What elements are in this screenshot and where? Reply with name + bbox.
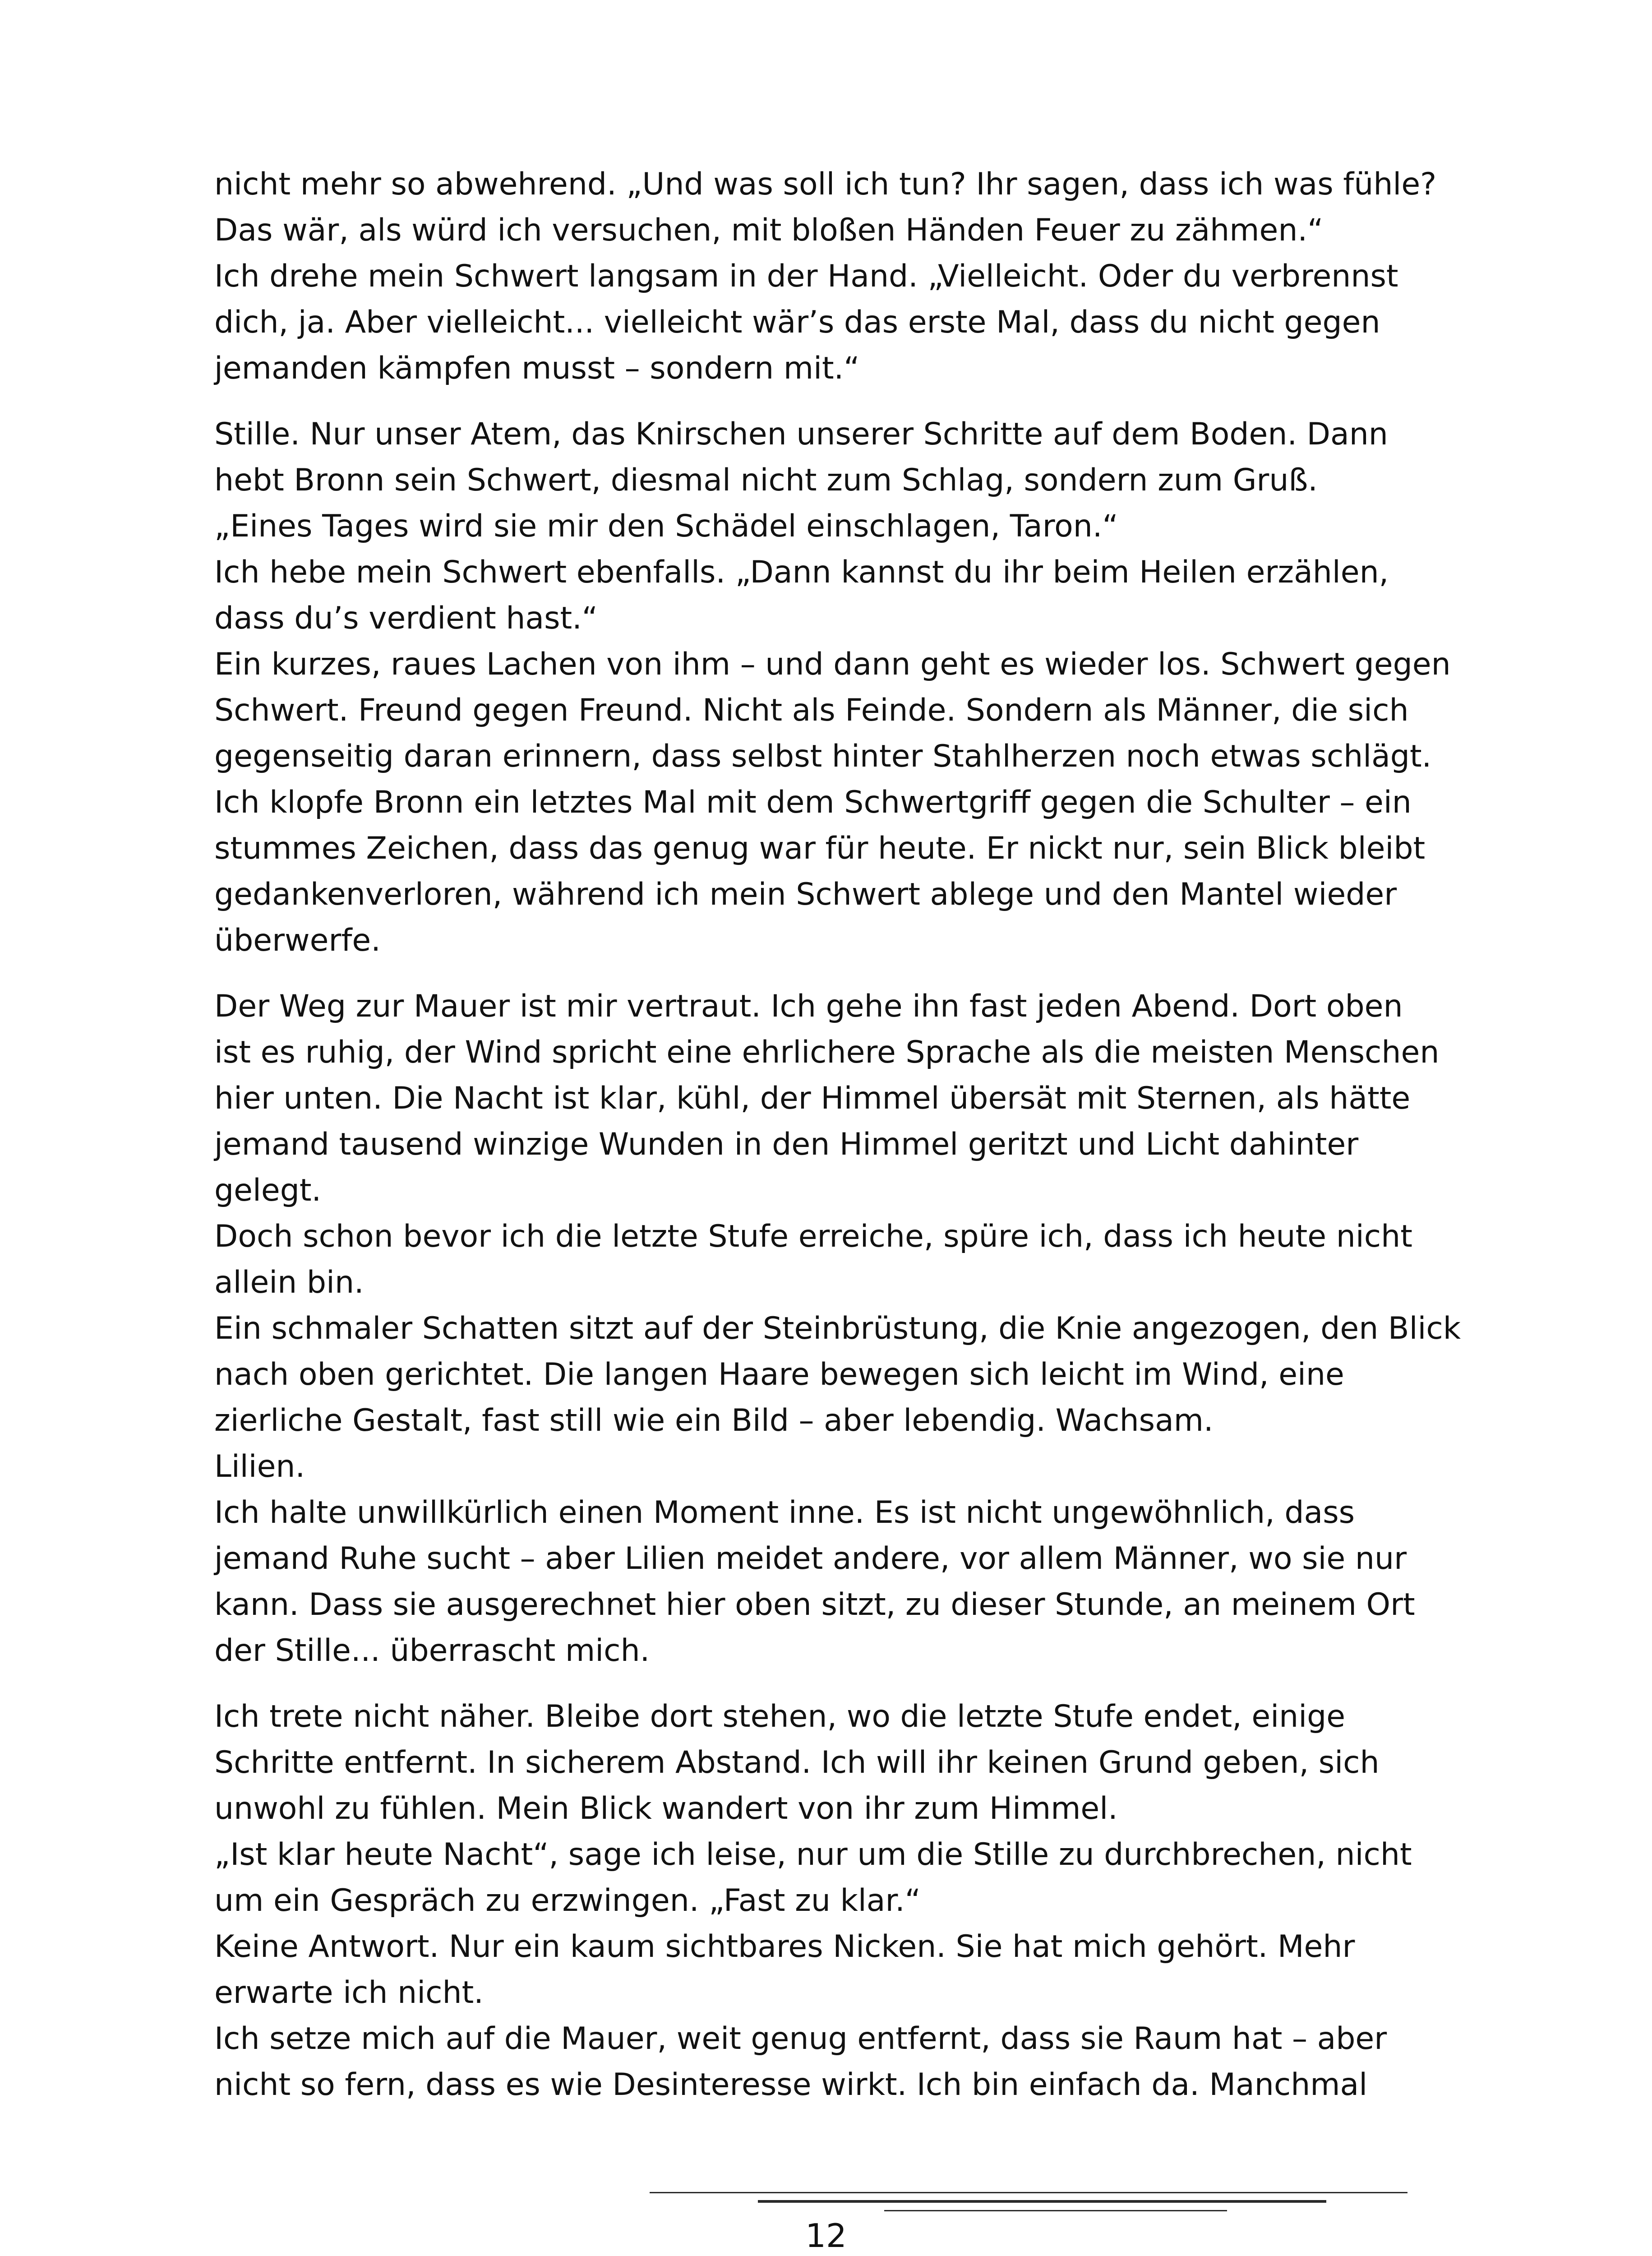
text-line: unwohl zu fühlen. Mein Blick wandert von ihr zum Himmel. xyxy=(214,1791,1118,1826)
text-line: hier unten. Die Nacht ist klar, kühl, der Himmel übersät mit Sternen, als hätte xyxy=(214,1081,1411,1116)
paragraph xyxy=(214,984,1461,1674)
text-line: um ein Gespräch zu erzwingen. „Fast zu klar.“ xyxy=(214,1883,921,1919)
text-line: „Eines Tages wird sie mir den Schädel einschlagen, Taron.“ xyxy=(214,509,1118,544)
text-line: dich, ja. Aber vielleicht... vielleicht wär’s das erste Mal, dass du nicht gegen xyxy=(214,305,1380,340)
text-line: Ein schmaler Schatten sitzt auf der Steinbrüstung, die Knie angezogen, den Blick xyxy=(214,1311,1461,1346)
text-line: jemand Ruhe sucht – aber Lilien meidet andere, vor allem Männer, wo sie nur xyxy=(214,1541,1407,1576)
text-line: jemanden kämpfen musst – sondern mit.“ xyxy=(214,351,860,386)
text-line: der Stille... überrascht mich. xyxy=(214,1633,650,1669)
paragraph xyxy=(214,1694,1450,2108)
text-line: erwarte ich nicht. xyxy=(214,1975,484,2011)
text-line: nicht mehr so abwehrend. „Und was soll ich tun? Ihr sagen, dass ich was fühle? xyxy=(214,166,1437,202)
text-line: Ich setze mich auf die Mauer, weit genug entfernt, dass sie Raum hat – aber xyxy=(214,2021,1387,2057)
text-line: gegenseitig daran erinnern, dass selbst hinter Stahlherzen noch etwas schlägt. xyxy=(214,739,1432,774)
text-line: gedankenverloren, während ich mein Schwert ablege und den Mantel wieder xyxy=(214,877,1397,912)
page-number: 12 xyxy=(805,2217,847,2255)
text-line: Keine Antwort. Nur ein kaum sichtbares Nicken. Sie hat mich gehört. Mehr xyxy=(214,1929,1355,1965)
text-line: dass du’s verdient hast.“ xyxy=(214,601,598,636)
text-line: jemand tausend winzige Wunden in den Himmel geritzt und Licht dahinter xyxy=(214,1127,1359,1162)
text-line: Das wär, als würd ich versuchen, mit bloßen Händen Feuer zu zähmen.“ xyxy=(214,213,1324,248)
text-line: stummes Zeichen, dass das genug war für heute. Er nickt nur, sein Blick bleibt xyxy=(214,831,1426,866)
text-line: Ich trete nicht näher. Bleibe dort stehen, wo die letzte Stufe endet, einige xyxy=(214,1699,1346,1734)
text-line: „Ist klar heute Nacht“, sage ich leise, nur um die Stille zu durchbrechen, nicht xyxy=(214,1837,1412,1872)
paragraph xyxy=(214,162,1450,392)
text-line: nicht so fern, dass es wie Desinteresse wirkt. Ich bin einfach da. Manchmal xyxy=(214,2067,1368,2103)
text-line: Lilien. xyxy=(214,1449,305,1484)
text-line: Ich halte unwillkürlich einen Moment inne. Es ist nicht ungewöhnlich, dass xyxy=(214,1495,1355,1530)
text-line: Ich drehe mein Schwert langsam in der Hand. „Vielleicht. Oder du verbrennst xyxy=(214,259,1398,294)
text-line: kann. Dass sie ausgerechnet hier oben sitzt, zu dieser Stunde, an meinem Ort xyxy=(214,1587,1415,1623)
text-line: allein bin. xyxy=(214,1265,364,1300)
paragraph xyxy=(214,411,1450,964)
text-line: nach oben gerichtet. Die langen Haare bewegen sich leicht im Wind, eine xyxy=(214,1357,1344,1392)
text-line: Ich klopfe Bronn ein letztes Mal mit dem Schwertgriff gegen die Schulter – ein xyxy=(214,785,1412,820)
body-text xyxy=(214,162,1461,2128)
text-line: Doch schon bevor ich die letzte Stufe erreiche, spüre ich, dass ich heute nicht xyxy=(214,1219,1412,1254)
text-line: Stille. Nur unser Atem, das Knirschen unserer Schritte auf dem Boden. Dann xyxy=(214,416,1388,452)
text-line: Ein kurzes, raues Lachen von ihm – und dann geht es wieder los. Schwert gegen xyxy=(214,647,1451,682)
text-line: überwerfe. xyxy=(214,923,381,958)
text-line: gelegt. xyxy=(214,1173,322,1208)
text-line: Der Weg zur Mauer ist mir vertraut. Ich gehe ihn fast jeden Abend. Dort oben xyxy=(214,989,1403,1024)
text-line: zierliche Gestalt, fast still wie ein Bild – aber lebendig. Wachsam. xyxy=(214,1403,1214,1438)
footer-rule xyxy=(650,2192,1407,2193)
footer-rule xyxy=(884,2210,1227,2211)
text-line: Schwert. Freund gegen Freund. Nicht als Feinde. Sondern als Männer, die sich xyxy=(214,693,1409,728)
text-line: Ich hebe mein Schwert ebenfalls. „Dann kannst du ihr beim Heilen erzählen, xyxy=(214,555,1389,590)
text-line: ist es ruhig, der Wind spricht eine ehrlichere Sprache als die meisten Menschen xyxy=(214,1035,1440,1070)
text-line: hebt Bronn sein Schwert, diesmal nicht zum Schlag, sondern zum Gruß. xyxy=(214,462,1318,498)
text-line: Schritte entfernt. In sicherem Abstand. Ich will ihr keinen Grund geben, sich xyxy=(214,1745,1380,1780)
footer-rule xyxy=(758,2200,1326,2203)
